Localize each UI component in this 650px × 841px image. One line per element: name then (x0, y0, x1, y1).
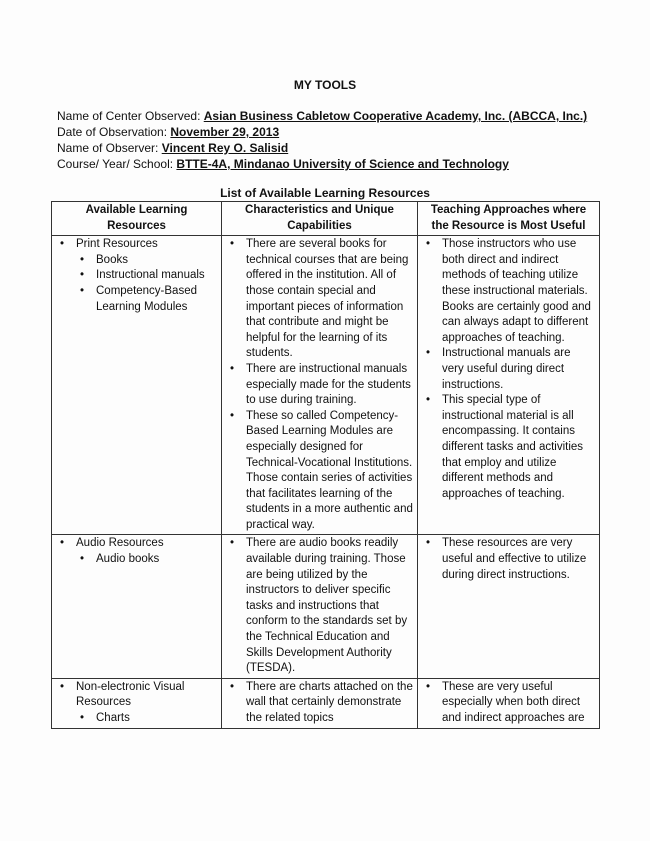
observation-info (57, 108, 587, 172)
center-line (57, 108, 587, 124)
list-item: • Audio books (76, 552, 217, 568)
resource-name: Print Resources (76, 238, 158, 251)
center-label: Name of Center Observed: (57, 109, 204, 123)
list-item (56, 237, 217, 315)
list-item: • These resources are very useful and effective to utilize during direct instructions. (422, 536, 595, 583)
list-item: • There are charts attached on the wall that certainly demonstrate the related topics (226, 680, 413, 727)
course-label: Course/ Year/ School: (57, 157, 177, 171)
table-caption: List of Available Learning Resources (220, 186, 430, 200)
course-value: BTTE-4A, Mindanao University of Science and Technology (176, 157, 509, 171)
list-item: • Books (76, 253, 217, 269)
approaches-cell (418, 678, 600, 728)
observer-value: Vincent Rey O. Salisid (161, 141, 289, 155)
list-item: • Instructional manuals are very useful during direct instructions. (422, 346, 595, 393)
list-item (56, 680, 217, 727)
resource-name: Audio Resources (76, 537, 164, 550)
list-item: • This special type of instructional material is all encompassing. It contains different tasks and activities that employ and utilize different methods and approaches of teaching. (422, 393, 595, 502)
list-item: • There are instructional manuals especially made for the students to use during training. (226, 362, 413, 409)
characteristics-cell (222, 236, 418, 535)
table-row (52, 535, 600, 678)
resource-cell (52, 678, 222, 728)
observer-line (57, 140, 587, 156)
table-row (52, 678, 600, 728)
table-row (52, 236, 600, 535)
list-item: • Those instructors who use both direct and indirect methods of teaching utilize these instructional materials. Books are certainly good and can always adapt to different approaches of teaching. (422, 237, 595, 346)
center-value: Asian Business Cabletow Cooperative Academy, Inc. (ABCCA, Inc.) (203, 109, 588, 123)
list-item: • These are very useful especially when both direct and indirect approaches are (422, 680, 595, 727)
list-item (56, 536, 217, 567)
characteristics-cell (222, 535, 418, 678)
header-characteristics: Characteristics and Unique Capabilities (222, 202, 418, 236)
list-item: • Charts (76, 711, 217, 727)
date-value: November 29, 2013 (170, 125, 280, 139)
approaches-cell (418, 236, 600, 535)
list-item: • There are audio books readily available during training. Those are being utilized by the instructors to deliver specific tasks and instructions that conform to the standards set by the Technical Education and Skills Development Authority (TESDA). (226, 536, 413, 676)
resources-table (51, 201, 600, 729)
list-item: • Instructional manuals (76, 268, 217, 284)
characteristics-cell (222, 678, 418, 728)
header-approaches: Teaching Approaches where the Resource is Most Useful (418, 202, 600, 236)
resource-cell (52, 236, 222, 535)
page-title: MY TOOLS (293, 78, 357, 92)
course-line (57, 156, 587, 172)
approaches-cell (418, 535, 600, 678)
resource-cell (52, 535, 222, 678)
date-label: Date of Observation: (57, 125, 171, 139)
list-item: • Competency-Based Learning Modules (76, 284, 217, 315)
date-line (57, 124, 587, 140)
list-item: • There are several books for technical courses that are being offered in the institution. All of those contain special and important pieces of information that contribute and might be helpful for the learning of its students. (226, 237, 413, 362)
list-item: • These so called Competency-Based Learning Modules are especially designed for Technical-Vocational Institutions. Those contain series of activities that facilitates learning of the students in a more authentic and practical way. (226, 409, 413, 534)
header-resources: Available Learning Resources (52, 202, 222, 236)
observer-label: Name of Observer: (57, 141, 162, 155)
resource-name: Non-electronic Visual Resources (76, 680, 185, 709)
table-header-row (52, 202, 600, 236)
